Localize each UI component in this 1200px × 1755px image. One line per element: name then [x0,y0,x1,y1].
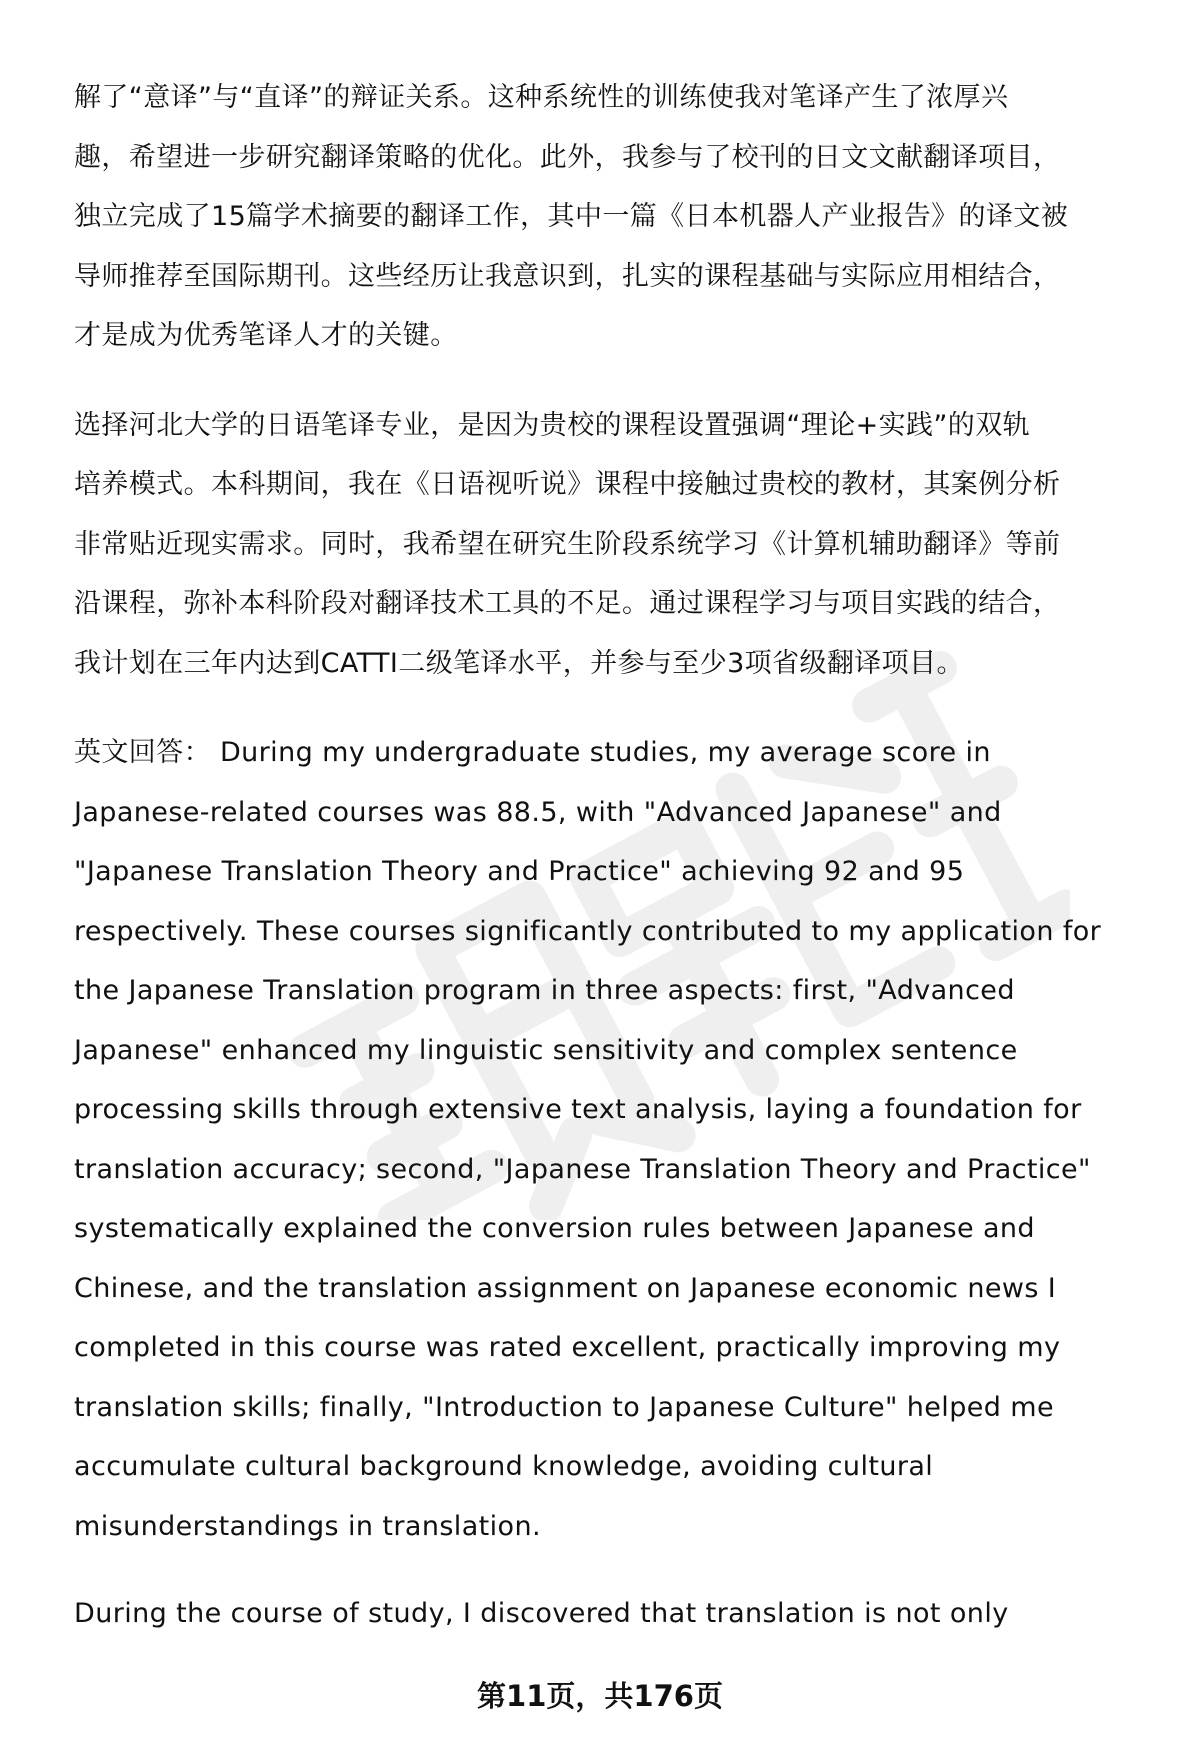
text-line: Japanese-related courses was 88.5, with "Advanced Japanese" and [74,796,1002,828]
paragraph-4 [74,1584,1154,1644]
text-line: accumulate cultural background knowledge, avoiding cultural [74,1451,934,1482]
paragraph-3 [74,723,1154,1556]
paragraph-1 [74,68,1154,366]
text-line: completed in this course was rated excellent, practically improving my [74,1332,1061,1363]
text-line: processing skills through extensive text analysis, laying a foundation for [74,1094,1082,1125]
text-line: translation skills; finally, "Introduction to Japanese Culture" helped me [74,1391,1054,1423]
paragraph-2 [74,396,1154,694]
text-line: 选择河北大学的日语笔译专业，是因为贵校的课程设置强调“理论+实践”的双轨 [74,409,1030,441]
text-line: During the course of study, I discovered that translation is not only [74,1598,1009,1629]
text-line: 非常贴近现实需求。同时，我希望在研究生阶段系统学习《计算机辅助翻译》等前 [74,528,1061,560]
text-line: 独立完成了15篇学术摘要的翻译工作，其中一篇《日本机器人产业报告》的译文被 [74,201,1069,232]
text-line: 解了“意译”与“直译”的辩证关系。这种系统性的训练使我对笔译产生了浓厚兴 [74,82,1009,113]
text-line: the Japanese Translation program in three aspects: first, "Advanced [74,975,1015,1006]
page-number-footer: 第11页，共176页 [477,1679,723,1713]
text-line: misunderstandings in translation. [74,1510,541,1542]
text-line: respectively. These courses significantly contributed to my application for [74,915,1102,947]
text-line: 才是成为优秀笔译人才的关键。 [74,320,458,351]
text-line: 趣，希望进一步研究翻译策略的优化。此外，我参与了校刊的日文文献翻译项目， [74,141,1061,173]
text-line: 沿课程，弥补本科阶段对翻译技术工具的不足。通过课程学习与项目实践的结合， [74,588,1061,619]
text-line: Chinese, and the translation assignment on Japanese economic news I [74,1272,1057,1304]
document-body [74,68,1154,1644]
text-line: 英文回答： During my undergraduate studies, my average score in [74,737,991,768]
text-line: Japanese" enhanced my linguistic sensitivity and complex sentence [74,1034,1018,1066]
text-line: translation accuracy; second, "Japanese Translation Theory and Practice" [74,1153,1091,1185]
text-line: systematically explained the conversion rules between Japanese and [74,1213,1035,1244]
text-line: "Japanese Translation Theory and Practice" achieving 92 and 95 [74,856,965,887]
text-line: 培养模式。本科期间，我在《日语视听说》课程中接触过贵校的教材，其案例分析 [74,469,1061,500]
text-line: 导师推荐至国际期刊。这些经历让我意识到，扎实的课程基础与实际应用相结合， [74,260,1061,292]
text-line: 我计划在三年内达到CATTI二级笔译水平，并参与至少3项省级翻译项目。 [74,647,964,679]
